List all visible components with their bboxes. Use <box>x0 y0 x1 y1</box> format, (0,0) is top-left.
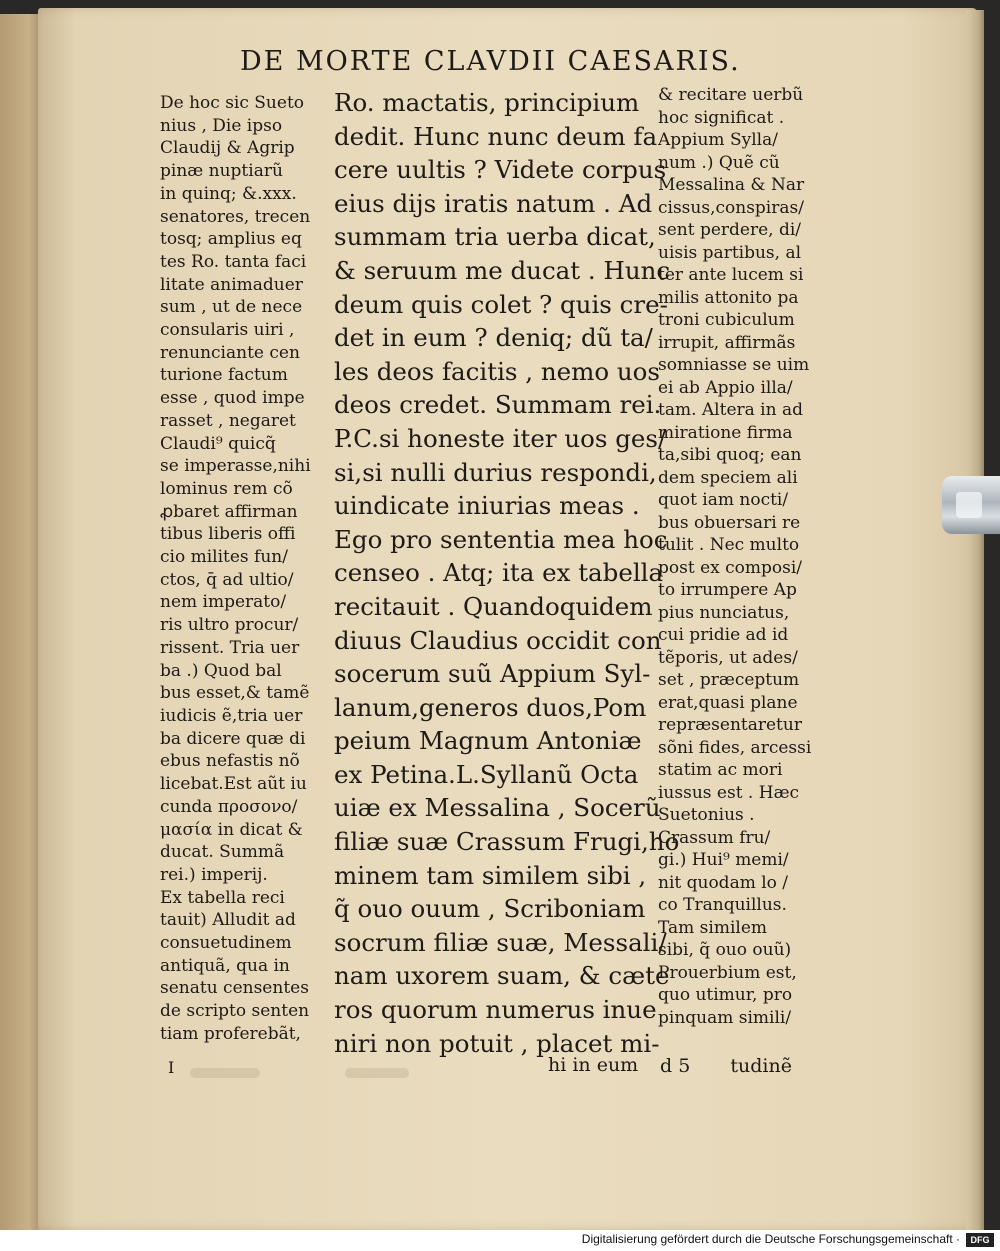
text-line: ex Petina.L.Syllanũ Octa <box>334 759 639 789</box>
text-line: Claudi⁹ quicq̃ <box>160 433 276 454</box>
text-line: rissent. Tria uer <box>160 637 300 658</box>
signature-mark: d 5 <box>660 1055 691 1077</box>
text-line: ba .) Quod bal <box>160 660 282 681</box>
main-text-column <box>334 86 680 1060</box>
text-line: bus esset,& tamẽ <box>160 683 310 704</box>
text-line: Crassum fru/ <box>658 827 771 848</box>
text-line: quot iam nocti/ <box>658 490 789 510</box>
text-line: lanum,generos duos,Pom <box>334 692 647 722</box>
text-line: Ex tabella reci <box>160 887 285 908</box>
text-line: uindicate iniurias meas . <box>334 491 640 521</box>
text-line: pinquam simili/ <box>658 1007 792 1028</box>
text-line: cui pridie ad id <box>658 625 789 645</box>
text-line: nit quodam lo / <box>658 872 789 893</box>
text-line: statim ac mori <box>658 760 783 780</box>
text-line: diuus Claudius occidit con <box>334 625 662 655</box>
text-line: det in eum ? deniq; dũ ta/ <box>334 323 653 353</box>
text-line: deum quis colet ? quis cre- <box>334 289 668 319</box>
dfg-logo: DFG <box>966 1233 994 1247</box>
text-line: & recitare uerbũ <box>658 85 804 105</box>
text-line: antiquã, qua in <box>160 955 290 976</box>
text-line: peium Magnum Antoniæ <box>334 726 642 756</box>
text-line: rei.) imperij. <box>160 864 268 885</box>
text-line: dem speciem ali <box>658 467 798 488</box>
text-line: tosq; amplius eq <box>160 229 302 250</box>
text-line: socerum suũ Appium Syl- <box>334 659 651 689</box>
text-line: renunciante cen <box>160 342 300 363</box>
text-line: rasset , negaret <box>160 410 296 431</box>
text-line: co Tranquillus. <box>658 895 787 915</box>
text-line: dedit. Hunc nunc deum fa <box>334 121 658 151</box>
text-line: uisis partibus, al <box>658 242 802 263</box>
commentary-column-left <box>160 92 320 1046</box>
text-line: si,si nulli durius respondi, <box>334 457 657 487</box>
text-line: somniasse se uim <box>658 355 810 375</box>
text-line: consuetudinem <box>160 933 292 954</box>
text-line: P.C.si honeste iter uos ges/ <box>334 423 667 453</box>
commentary-column-right <box>658 84 818 1029</box>
text-line: pinæ nuptiarũ <box>160 161 283 182</box>
text-line: tẽporis, ut ades/ <box>658 647 798 668</box>
text-line: tes Ro. tanta faci <box>160 251 307 272</box>
text-line: tam. Altera in ad <box>658 400 803 420</box>
text-line: censeo . Atq; ita ex tabella <box>334 558 664 588</box>
text-line: tibus liberis offi <box>160 524 296 545</box>
text-line: se imperasse,nihi <box>160 456 311 477</box>
text-line: consularis uiri , <box>160 320 295 341</box>
footer-right-line <box>660 1055 820 1077</box>
text-line: esse , quod impe <box>160 388 305 409</box>
text-line: ros quorum numerus inue <box>334 995 657 1025</box>
text-line: cio milites fun/ <box>160 547 288 568</box>
text-line: licebat.Est aũt iu <box>160 774 307 795</box>
text-line: quo utimur, pro <box>658 985 793 1005</box>
text-line: deos credet. Summam rei. <box>334 390 662 420</box>
text-line: pius nunciatus, <box>658 602 790 623</box>
page-clip-hole <box>956 492 982 518</box>
text-line: repræsentaretur <box>658 715 802 735</box>
text-line: Messalina & Nar <box>658 175 805 195</box>
text-line: sent perdere, di/ <box>658 220 802 240</box>
text-line: senatores, trecen <box>160 206 311 227</box>
smudge <box>345 1068 409 1078</box>
text-line: ei ab Appio illa/ <box>658 377 793 398</box>
footer-left-mark: I <box>168 1058 175 1077</box>
text-line: erat,quasi plane <box>658 692 798 713</box>
text-line: Ro. mactatis, principium <box>334 88 640 117</box>
text-line: Suetonius . <box>658 805 755 825</box>
text-line: ter ante lucem si <box>658 265 804 285</box>
text-line: lominus rem cõ <box>160 478 293 499</box>
credit-bar <box>0 1230 1000 1251</box>
text-line: iudicis ẽ,tria uer <box>160 705 303 726</box>
text-line: Prouerbium est, <box>658 962 797 983</box>
text-line: nam uxorem suam, & cæte <box>334 961 670 991</box>
running-head: DE MORTE CLAVDII CAESARIS. <box>240 46 741 77</box>
text-line: minem tam similem sibi , <box>334 860 647 890</box>
text-line: cissus,conspiras/ <box>658 197 804 218</box>
text-line: nem imperato/ <box>160 592 287 613</box>
text-line: milis attonito pa <box>658 287 799 308</box>
text-line: bus obuersari re <box>658 512 801 533</box>
text-line: post ex composi/ <box>658 557 803 578</box>
text-line: filiæ suæ Crassum Frugi,ho <box>334 827 680 857</box>
text-line: troni cubiculum <box>658 310 795 330</box>
text-line: iussus est . Hæc <box>658 782 800 803</box>
text-line: sõni fides, arcessi <box>658 737 812 758</box>
text-line: turione factum <box>160 365 288 386</box>
text-line: eius dijs iratis natum . Ad <box>334 188 653 218</box>
smudge <box>190 1068 260 1078</box>
text-line: niri non potuit , placet mi- <box>334 1028 660 1058</box>
text-line: ducat. Summã <box>160 842 285 863</box>
text-line: sibi, q̃ ouo ouũ) <box>658 940 792 960</box>
text-line: Claudij & Agrip <box>160 138 295 159</box>
text-line: miratione firma <box>658 422 793 443</box>
text-line: senatu censentes <box>160 978 309 999</box>
text-line: nius , Die ipso <box>160 115 283 136</box>
text-line: hoc significat . <box>658 107 785 128</box>
catchword-middle: hi in eum <box>548 1054 639 1076</box>
text-line: tulit . Nec multo <box>658 535 800 555</box>
text-line: ꝓbaret affirman <box>160 501 298 522</box>
funding-credit: Digitalisierung gefördert durch die Deutsche Forschungsgemeinschaft · <box>581 1232 960 1246</box>
catchword-right: tudinẽ <box>730 1055 792 1077</box>
text-line: uiæ ex Messalina , Socerũ <box>334 793 661 823</box>
text-line: ctos, q̄ ad ultio/ <box>160 569 294 590</box>
text-line: recitauit . Quandoquidem <box>334 591 653 621</box>
text-line: Appium Sylla/ <box>658 130 778 150</box>
text-line: gi.) Hui⁹ memi/ <box>658 850 789 870</box>
text-line: les deos facitis , nemo uos <box>334 356 660 386</box>
page-fore-edge <box>966 10 984 1230</box>
text-line: to irrumpere Ap <box>658 580 797 600</box>
text-line: tauit) Alludit ad <box>160 910 296 931</box>
text-line: set , præceptum <box>658 670 800 690</box>
text-line: summam tria uerba dicat, <box>334 222 656 252</box>
text-line: cunda προσονο/ <box>160 796 298 817</box>
text-line: tiam proferebãt, <box>160 1023 301 1044</box>
text-line: de scripto senten <box>160 1001 310 1022</box>
text-line: ris ultro procur/ <box>160 615 299 636</box>
text-line: q̃ ouo ouum , Scriboniam <box>334 894 646 924</box>
text-line: Tam similem <box>658 917 768 938</box>
text-line: socrum filiæ suæ, Messali/ <box>334 927 667 957</box>
text-line: & seruum me ducat . Hunc <box>334 255 671 285</box>
text-line: cere uultis ? Videte corpus <box>334 155 667 185</box>
text-line: ta,sibi quoq; ean <box>658 445 802 465</box>
text-line: De hoc sic Sueto <box>160 93 305 113</box>
text-line: in quinq; &.xxx. <box>160 183 297 204</box>
text-line: num .) Quẽ cũ <box>658 152 780 173</box>
text-line: litate animaduer <box>160 274 303 295</box>
text-line: Ego pro sententia mea hoc <box>334 524 668 554</box>
text-line: ebus nefastis nõ <box>160 751 300 772</box>
text-line: μασία in dicat & <box>160 819 303 840</box>
text-line: irrupit, affirmãs <box>658 332 796 353</box>
text-line: sum , ut de nece <box>160 297 303 318</box>
text-line: ba dicere quæ di <box>160 728 306 749</box>
